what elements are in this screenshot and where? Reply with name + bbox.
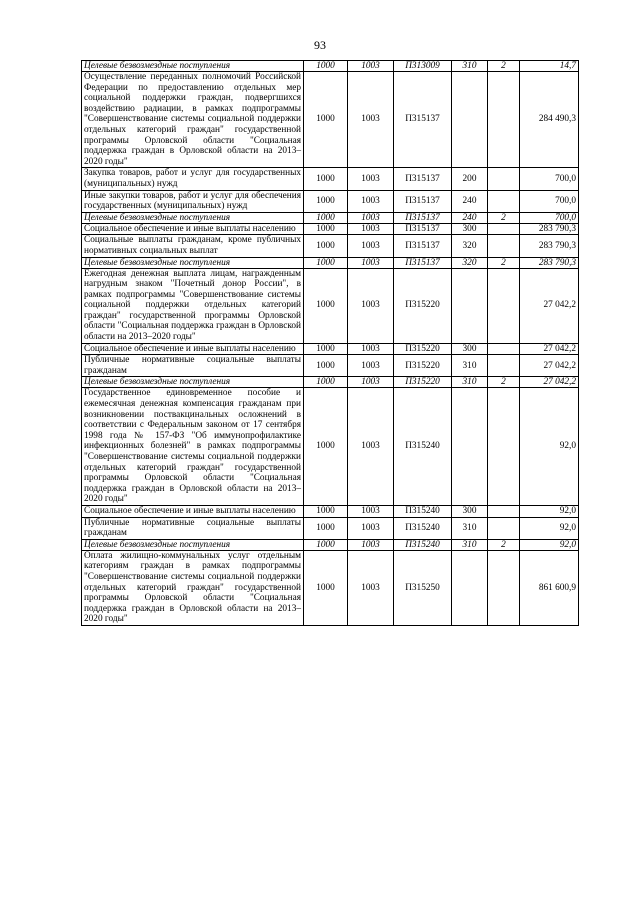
source-code-cell — [488, 550, 520, 625]
amount-cell: 700,0 — [520, 168, 579, 190]
target-article-cell: П315137 — [394, 223, 452, 235]
section-code-cell: 1000 — [304, 539, 348, 550]
table-row — [82, 343, 579, 355]
section-code-cell: 1000 — [304, 505, 348, 517]
section-code-cell: 1000 — [304, 388, 348, 506]
expense-type-cell: 310 — [452, 355, 488, 377]
subsection-code-cell: 1003 — [348, 355, 394, 377]
row-name-cell: Закупка товаров, работ и услуг для государственных (муниципальных) нужд — [82, 168, 304, 190]
table-row — [82, 355, 579, 377]
source-code-cell — [488, 168, 520, 190]
expense-type-cell: 320 — [452, 257, 488, 268]
target-article-cell: П315250 — [394, 550, 452, 625]
expense-type-cell: 320 — [452, 235, 488, 257]
subsection-code-cell: 1003 — [348, 388, 394, 506]
subsection-code-cell: 1003 — [348, 168, 394, 190]
source-code-cell — [488, 505, 520, 517]
table-row — [82, 268, 579, 343]
amount-cell: 27 042,2 — [520, 355, 579, 377]
target-article-cell: П315137 — [394, 190, 452, 212]
source-code-cell: 2 — [488, 257, 520, 268]
section-code-cell: 1000 — [304, 343, 348, 355]
section-code-cell: 1000 — [304, 257, 348, 268]
table-row — [82, 388, 579, 506]
section-code-cell: 1000 — [304, 61, 348, 72]
row-name-cell: Оплата жилищно-коммунальных услуг отдельным категориям граждан в рамках подпрограммы "Совершенствование системы социальной поддержки отдельных категорий граждан" государственной программы Орловской области "Социальная поддержка граждан в Орловской области на 2013–2020 годы" — [82, 550, 304, 625]
row-name-cell: Целевые безвозмездные поступления — [82, 539, 304, 550]
expense-type-cell — [452, 388, 488, 506]
amount-cell: 284 490,3 — [520, 72, 579, 168]
target-article-cell: П315240 — [394, 517, 452, 539]
subsection-code-cell: 1003 — [348, 223, 394, 235]
page-number: 93 — [314, 38, 326, 52]
row-name-cell: Государственное единовременное пособие и ежемесячная денежная компенсация гражданам при возникновении поствакцинальных осложнений в соответствии с Федеральным законом от 17 сентября 1998 года № 157-ФЗ "Об иммунопрофилактике инфекционных болезней" в рамках подпрограммы "Совершенствование системы социальной поддержки отдельных категорий граждан" государственной программы Орловской области "Социальная поддержка граждан в Орловской области на 2013–2020 годы" — [82, 388, 304, 506]
grant-row — [82, 539, 579, 550]
table-row — [82, 72, 579, 168]
row-name-cell: Осуществление переданных полномочий Российской Федерации по предоставлению отдельных мер социальной поддержки граждан, подвергшихся воздействию радиации, в рамках подпрограммы "Совершенствование системы социальной поддержки отдельных категорий граждан" государственной программы Орловской области "Социальная поддержка граждан в Орловской области на 2013–2020 годы" — [82, 72, 304, 168]
section-code-cell: 1000 — [304, 235, 348, 257]
amount-cell: 283 790,3 — [520, 257, 579, 268]
section-code-cell: 1000 — [304, 268, 348, 343]
amount-cell: 283 790,3 — [520, 223, 579, 235]
row-name-cell: Ежегодная денежная выплата лицам, награжденным нагрудным знаком "Почетный донор России", в рамках подпрограммы "Совершенствование системы социальной поддержки отдельных категорий граждан" государственной программы Орловской области "Социальная поддержка граждан в Орловской области на 2013–2020 годы" — [82, 268, 304, 343]
row-name-cell: Публичные нормативные социальные выплаты гражданам — [82, 517, 304, 539]
target-article-cell: П315137 — [394, 212, 452, 223]
subsection-code-cell: 1003 — [348, 517, 394, 539]
row-name-cell: Целевые безвозмездные поступления — [82, 377, 304, 388]
amount-cell: 92,0 — [520, 505, 579, 517]
expense-type-cell — [452, 550, 488, 625]
grant-row — [82, 257, 579, 268]
table-row — [82, 190, 579, 212]
amount-cell: 27 042,2 — [520, 377, 579, 388]
table-row — [82, 505, 579, 517]
budget-table-body — [82, 61, 579, 626]
amount-cell: 700,0 — [520, 190, 579, 212]
expense-type-cell: 310 — [452, 61, 488, 72]
target-article-cell: П315220 — [394, 268, 452, 343]
expense-type-cell — [452, 268, 488, 343]
subsection-code-cell: 1003 — [348, 72, 394, 168]
row-name-cell: Социальное обеспечение и иные выплаты населению — [82, 505, 304, 517]
subsection-code-cell: 1003 — [348, 212, 394, 223]
amount-cell: 92,0 — [520, 539, 579, 550]
subsection-code-cell: 1003 — [348, 257, 394, 268]
budget-table — [81, 60, 579, 626]
row-name-cell: Целевые безвозмездные поступления — [82, 212, 304, 223]
table-row — [82, 550, 579, 625]
subsection-code-cell: 1003 — [348, 550, 394, 625]
section-code-cell: 1000 — [304, 212, 348, 223]
source-code-cell — [488, 355, 520, 377]
target-article-cell: П315240 — [394, 505, 452, 517]
source-code-cell: 2 — [488, 539, 520, 550]
source-code-cell — [488, 268, 520, 343]
section-code-cell: 1000 — [304, 190, 348, 212]
target-article-cell: П315240 — [394, 539, 452, 550]
source-code-cell — [488, 190, 520, 212]
row-name-cell: Целевые безвозмездные поступления — [82, 61, 304, 72]
amount-cell: 700,0 — [520, 212, 579, 223]
amount-cell: 27 042,2 — [520, 343, 579, 355]
target-article-cell: П315240 — [394, 388, 452, 506]
expense-type-cell: 310 — [452, 377, 488, 388]
expense-type-cell: 300 — [452, 505, 488, 517]
target-article-cell: П315220 — [394, 343, 452, 355]
source-code-cell: 2 — [488, 61, 520, 72]
expense-type-cell: 300 — [452, 343, 488, 355]
subsection-code-cell: 1003 — [348, 61, 394, 72]
amount-cell: 92,0 — [520, 388, 579, 506]
section-code-cell: 1000 — [304, 223, 348, 235]
subsection-code-cell: 1003 — [348, 343, 394, 355]
source-code-cell: 2 — [488, 377, 520, 388]
expense-type-cell: 310 — [452, 517, 488, 539]
target-article-cell: П315137 — [394, 72, 452, 168]
row-name-cell: Социальные выплаты гражданам, кроме публичных нормативных социальных выплат — [82, 235, 304, 257]
target-article-cell: П315137 — [394, 257, 452, 268]
expense-type-cell — [452, 72, 488, 168]
amount-cell: 14,7 — [520, 61, 579, 72]
section-code-cell: 1000 — [304, 72, 348, 168]
target-article-cell: П313009 — [394, 61, 452, 72]
row-name-cell: Социальное обеспечение и иные выплаты населению — [82, 343, 304, 355]
table-row — [82, 517, 579, 539]
amount-cell: 861 600,9 — [520, 550, 579, 625]
row-name-cell: Иные закупки товаров, работ и услуг для обеспечения государственных (муниципальных) нужд — [82, 190, 304, 212]
subsection-code-cell: 1003 — [348, 235, 394, 257]
subsection-code-cell: 1003 — [348, 505, 394, 517]
target-article-cell: П315137 — [394, 168, 452, 190]
source-code-cell — [488, 343, 520, 355]
table-row — [82, 235, 579, 257]
row-name-cell: Публичные нормативные социальные выплаты гражданам — [82, 355, 304, 377]
grant-row — [82, 212, 579, 223]
source-code-cell — [488, 235, 520, 257]
amount-cell: 283 790,3 — [520, 235, 579, 257]
target-article-cell: П315220 — [394, 355, 452, 377]
grant-row — [82, 377, 579, 388]
expense-type-cell: 240 — [452, 190, 488, 212]
source-code-cell — [488, 388, 520, 506]
source-code-cell — [488, 72, 520, 168]
target-article-cell: П315137 — [394, 235, 452, 257]
expense-type-cell: 310 — [452, 539, 488, 550]
section-code-cell: 1000 — [304, 377, 348, 388]
expense-type-cell: 200 — [452, 168, 488, 190]
expense-type-cell: 240 — [452, 212, 488, 223]
table-row — [82, 168, 579, 190]
subsection-code-cell: 1003 — [348, 539, 394, 550]
table-row — [82, 223, 579, 235]
expense-type-cell: 300 — [452, 223, 488, 235]
source-code-cell — [488, 517, 520, 539]
section-code-cell: 1000 — [304, 168, 348, 190]
source-code-cell — [488, 223, 520, 235]
target-article-cell: П315220 — [394, 377, 452, 388]
section-code-cell: 1000 — [304, 355, 348, 377]
row-name-cell: Социальное обеспечение и иные выплаты населению — [82, 223, 304, 235]
section-code-cell: 1000 — [304, 550, 348, 625]
grant-row — [82, 61, 579, 72]
source-code-cell: 2 — [488, 212, 520, 223]
section-code-cell: 1000 — [304, 517, 348, 539]
subsection-code-cell: 1003 — [348, 190, 394, 212]
row-name-cell: Целевые безвозмездные поступления — [82, 257, 304, 268]
subsection-code-cell: 1003 — [348, 268, 394, 343]
amount-cell: 27 042,2 — [520, 268, 579, 343]
amount-cell: 92,0 — [520, 517, 579, 539]
subsection-code-cell: 1003 — [348, 377, 394, 388]
